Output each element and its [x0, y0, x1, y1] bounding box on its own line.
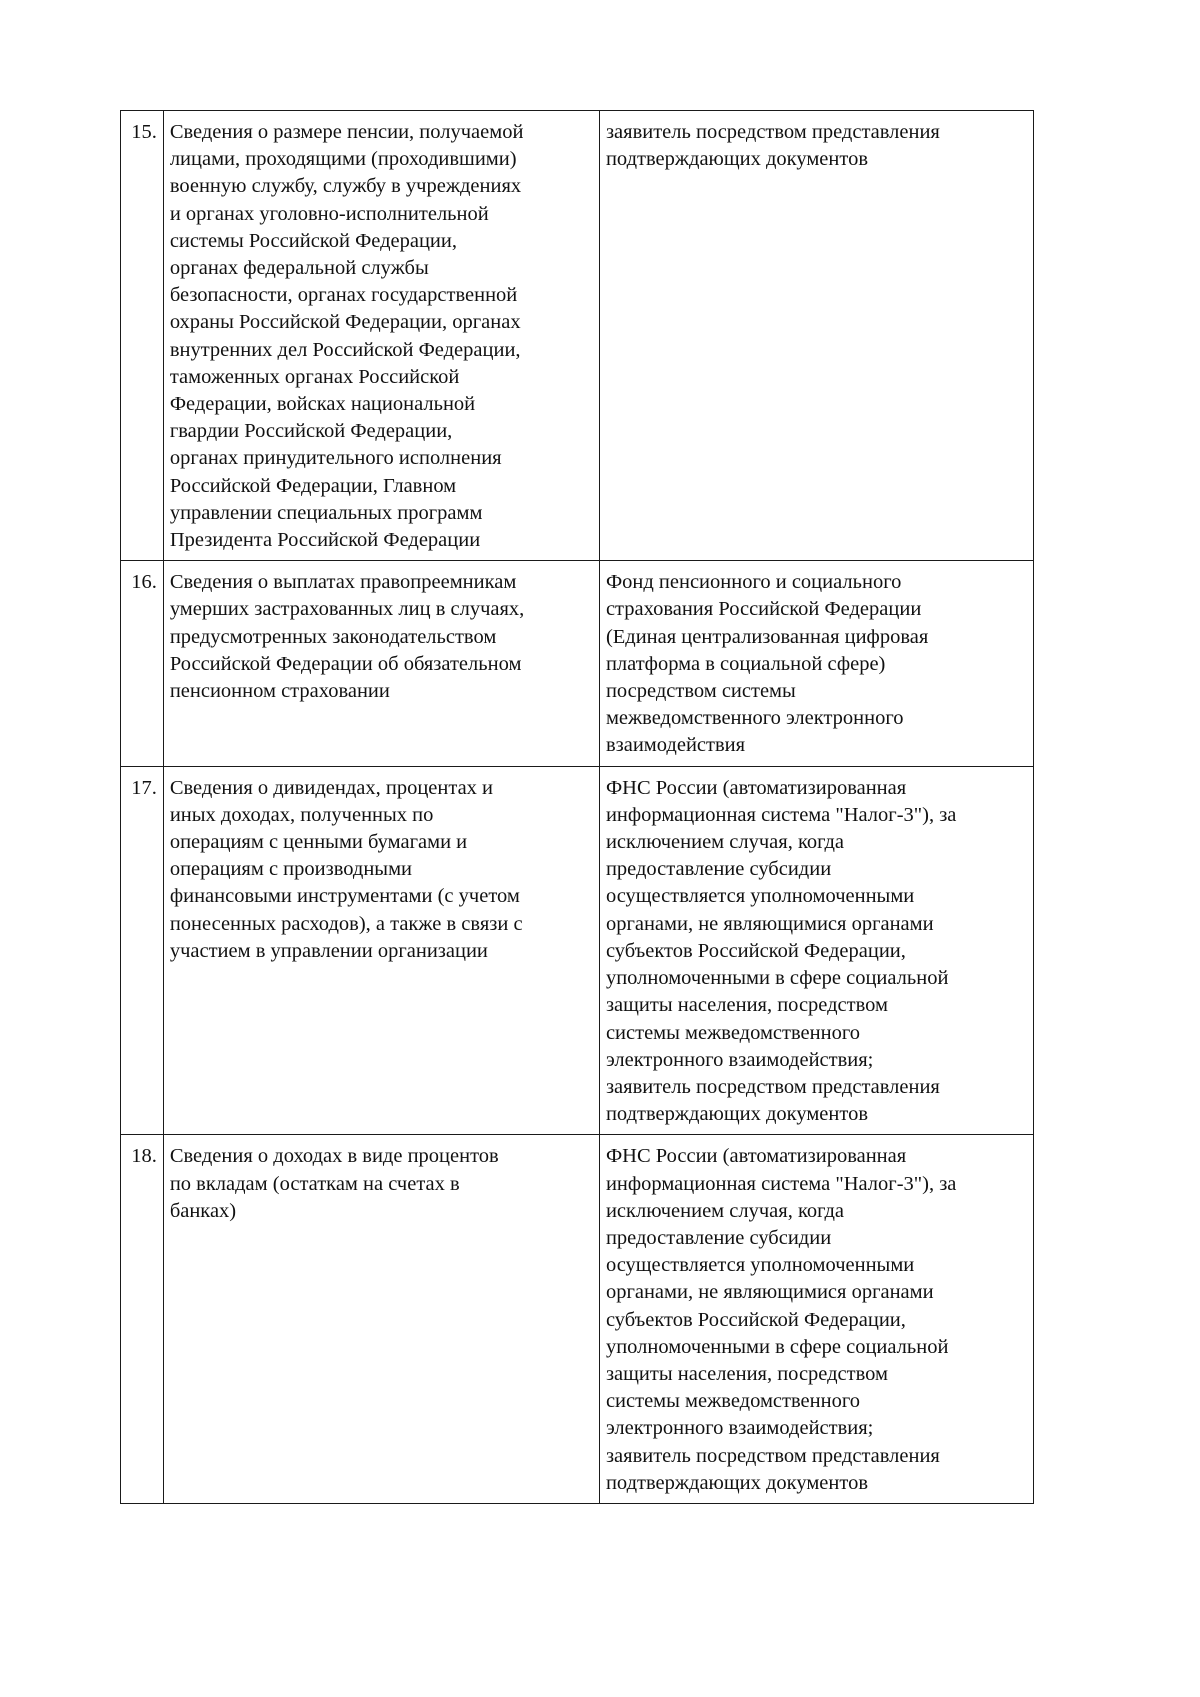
text-line: военную службу, службу в учреждениях	[169, 175, 522, 198]
text-line: Российской Федерации об обязательном	[169, 652, 522, 675]
text-line: Федерации, войсках национальной	[169, 393, 476, 416]
text-line: взаимодействия	[605, 734, 746, 757]
text-line: заявитель посредством представления	[605, 1444, 940, 1467]
text-line: органах федеральной службы	[169, 257, 429, 280]
text-line: защиты населения, посредством	[605, 1362, 888, 1385]
row-number: 15.	[121, 111, 164, 561]
text-line: информационная система "Налог-3"), за	[605, 803, 957, 826]
text-line: предоставление субсидии	[605, 1226, 832, 1249]
text-line: системы межведомственного	[605, 1390, 860, 1413]
text-line: предоставление субсидии	[605, 858, 832, 881]
text-line: таможенных органах Российской	[169, 365, 460, 388]
info-source-cell	[599, 111, 1033, 561]
text-line: Сведения о доходах в виде процентов	[169, 1145, 499, 1168]
text-line: заявитель посредством представления	[605, 1075, 940, 1098]
text-line: операциям с производными	[169, 858, 413, 881]
text-line: исключением случая, когда	[605, 1199, 845, 1222]
info-description-cell	[163, 561, 599, 766]
text-line: участием в управлении организации	[169, 939, 488, 962]
text-line: уполномоченными в сфере социальной	[605, 1335, 949, 1358]
text-line: охраны Российской Федерации, органах	[169, 311, 521, 334]
text-line: пенсионном страховании	[169, 680, 390, 703]
text-line: банках)	[169, 1199, 237, 1222]
table-row	[121, 561, 1034, 766]
info-description-cell	[163, 1135, 599, 1504]
text-line: (Единая централизованная цифровая	[605, 625, 929, 648]
text-line: управлении специальных программ	[169, 501, 483, 524]
text-line: исключением случая, когда	[605, 831, 845, 854]
text-line: Фонд пенсионного и социального	[605, 571, 902, 594]
text-line: платформа в социальной сфере)	[605, 652, 886, 675]
text-line: органах принудительного исполнения	[169, 447, 502, 470]
text-line: межведомственного электронного	[605, 707, 904, 730]
info-description-cell	[163, 111, 599, 561]
text-line: Сведения о выплатах правопреемникам	[169, 571, 517, 594]
text-line: Президента Российской Федерации	[169, 529, 481, 552]
table-row	[121, 111, 1034, 561]
row-number: 17.	[121, 766, 164, 1135]
row-number: 18.	[121, 1135, 164, 1504]
text-line: электронного взаимодействия;	[605, 1048, 874, 1071]
data-sources-table	[120, 110, 1034, 1504]
text-line: субъектов Российской Федерации,	[605, 939, 906, 962]
info-source-cell	[599, 1135, 1033, 1504]
info-source-cell	[599, 561, 1033, 766]
text-line: ФНС России (автоматизированная	[605, 776, 907, 799]
text-line: системы Российской Федерации,	[169, 229, 458, 252]
text-line: подтверждающих документов	[605, 148, 868, 171]
text-line: электронного взаимодействия;	[605, 1417, 874, 1440]
text-line: понесенных расходов), а также в связи с	[169, 912, 523, 935]
text-line: осуществляется уполномоченными	[605, 1254, 915, 1277]
text-line: Российской Федерации, Главном	[169, 474, 457, 497]
text-line: лицами, проходящими (проходившими)	[169, 148, 517, 171]
info-source-cell	[599, 766, 1033, 1135]
text-line: Сведения о размере пенсии, получаемой	[169, 121, 524, 143]
text-line: подтверждающих документов	[605, 1471, 868, 1494]
text-line: по вкладам (остаткам на счетах в	[169, 1172, 460, 1195]
text-line: умерших застрахованных лиц в случаях,	[169, 598, 525, 621]
table-row	[121, 766, 1034, 1135]
text-line: органами, не являющимися органами	[605, 912, 934, 935]
text-line: гвардии Российской Федерации,	[169, 420, 453, 443]
info-description-cell	[163, 766, 599, 1135]
text-line: иных доходах, полученных по	[169, 803, 434, 826]
text-line: безопасности, органах государственной	[169, 284, 518, 307]
text-line: заявитель посредством представления	[605, 121, 940, 143]
row-number: 16.	[121, 561, 164, 766]
text-line: информационная система "Налог-3"), за	[605, 1172, 957, 1195]
text-line: операциям с ценными бумагами и	[169, 831, 468, 854]
text-line: субъектов Российской Федерации,	[605, 1308, 906, 1331]
text-line: и органах уголовно-исполнительной	[169, 202, 489, 225]
text-line: системы межведомственного	[605, 1021, 860, 1044]
text-line: посредством системы	[605, 680, 796, 703]
text-line: предусмотренных законодательством	[169, 625, 497, 648]
text-line: финансовыми инструментами (с учетом	[169, 885, 520, 908]
text-line: осуществляется уполномоченными	[605, 885, 915, 908]
text-line: органами, не являющимися органами	[605, 1281, 934, 1304]
text-line: Сведения о дивидендах, процентах и	[169, 776, 494, 799]
text-line: защиты населения, посредством	[605, 994, 888, 1017]
text-line: внутренних дел Российской Федерации,	[169, 338, 521, 361]
text-line: ФНС России (автоматизированная	[605, 1145, 907, 1168]
text-line: уполномоченными в сфере социальной	[605, 967, 949, 990]
table-row	[121, 1135, 1034, 1504]
text-line: подтверждающих документов	[605, 1103, 868, 1126]
text-line: страхования Российской Федерации	[605, 598, 922, 621]
